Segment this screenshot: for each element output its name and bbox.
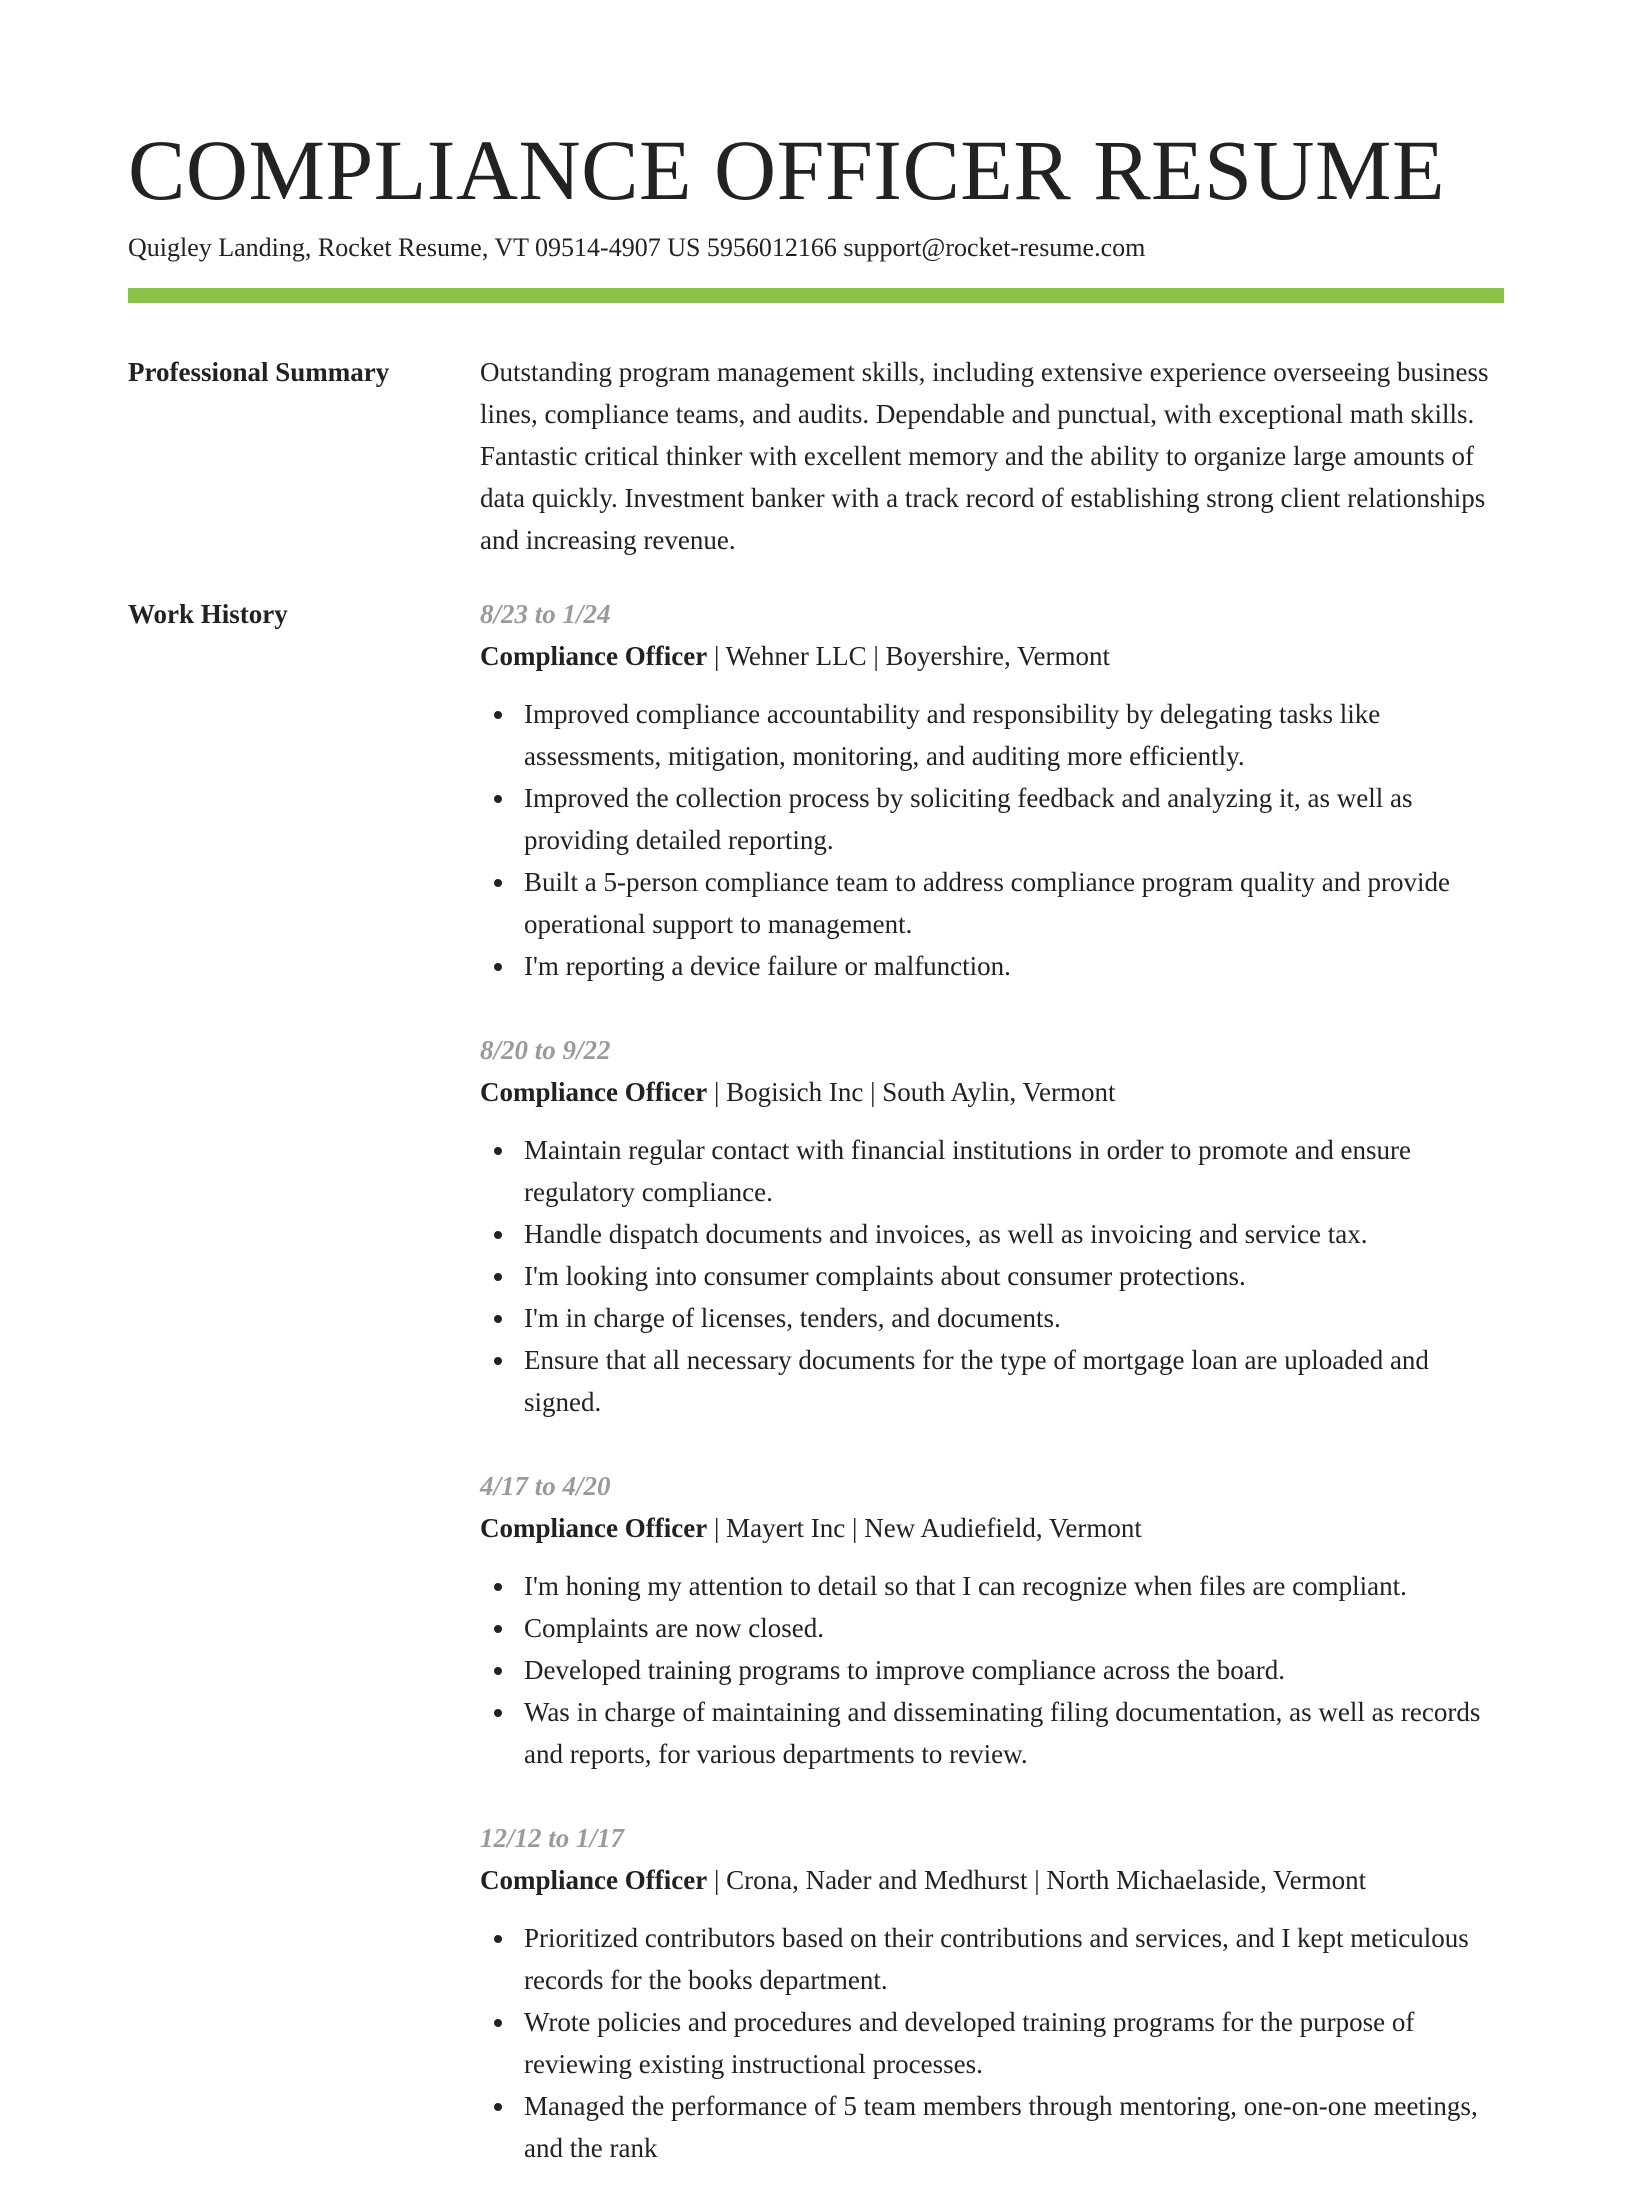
bullet-dot-icon	[494, 1357, 502, 1365]
job-title: Compliance Officer	[480, 1865, 708, 1895]
summary-text: Outstanding program management skills, including extensive experience overseeing business lines, compliance teams, and audits. Dependable and punctual, with exceptional math skills. Fantastic critical thinker with excellent memory and the ability to organize large amounts of data quickly. Investment banker with a track record of establishing strong client relationships and increasing revenue.	[480, 357, 1489, 555]
job-heading	[480, 1507, 1504, 1549]
bullet-text: Improved the collection process by soliciting feedback and analyzing it, as well as providing detailed reporting.	[524, 783, 1413, 855]
resume-title: COMPLIANCE OFFICER RESUME	[128, 122, 1446, 218]
bullet-dot-icon	[494, 1583, 502, 1591]
job-dates: 12/12 to 1/17	[480, 1823, 625, 1853]
list-item	[480, 693, 1504, 777]
job-entry	[480, 593, 1504, 987]
job-heading	[480, 1071, 1504, 1113]
job-employer-location: | Crona, Nader and Medhurst | North Michaelaside, Vermont	[707, 1865, 1367, 1895]
job-heading	[480, 635, 1504, 677]
job-title: Compliance Officer	[480, 1077, 708, 1107]
list-item	[480, 1339, 1504, 1423]
bullet-dot-icon	[494, 1935, 502, 1943]
accent-divider	[128, 288, 1504, 303]
list-item	[480, 1129, 1504, 1213]
jobs-list	[480, 593, 1504, 2211]
list-item	[480, 1691, 1504, 1775]
list-item	[480, 1607, 1504, 1649]
job-employer-location: | Bogisich Inc | South Aylin, Vermont	[707, 1077, 1116, 1107]
professional-summary-section	[128, 351, 1504, 561]
bullet-text: Maintain regular contact with financial institutions in order to promote and ensure regulatory compliance.	[524, 1135, 1412, 1207]
bullet-text: Managed the performance of 5 team members through mentoring, one-on-one meetings, and the rank	[524, 2091, 1478, 2163]
job-title: Compliance Officer	[480, 641, 708, 671]
list-item	[480, 1213, 1504, 1255]
bullet-text: I'm reporting a device failure or malfunction.	[524, 951, 1011, 981]
job-entry	[480, 1465, 1504, 1775]
job-bullets	[480, 1917, 1504, 2169]
job-entry	[480, 1817, 1504, 2169]
job-employer-location: | Wehner LLC | Boyershire, Vermont	[707, 641, 1110, 671]
list-item	[480, 1255, 1504, 1297]
bullet-dot-icon	[494, 1625, 502, 1633]
job-bullets	[480, 1565, 1504, 1775]
bullet-text: Improved compliance accountability and responsibility by delegating tasks like assessments, mitigation, monitoring, and auditing more efficiently.	[524, 699, 1381, 771]
bullet-text: I'm in charge of licenses, tenders, and documents.	[524, 1303, 1061, 1333]
bullet-dot-icon	[494, 1709, 502, 1717]
bullet-dot-icon	[494, 879, 502, 887]
job-bullets	[480, 693, 1504, 987]
bullet-dot-icon	[494, 1273, 502, 1281]
list-item	[480, 2001, 1504, 2085]
bullet-text: Wrote policies and procedures and developed training programs for the purpose of reviewing existing instructional processes.	[524, 2007, 1415, 2079]
bullet-dot-icon	[494, 963, 502, 971]
job-dates: 4/17 to 4/20	[480, 1471, 611, 1501]
contact-line: Quigley Landing, Rocket Resume, VT 09514-4907 US 5956012166 support@rocket-resume.com	[128, 233, 1146, 262]
bullet-dot-icon	[494, 1231, 502, 1239]
resume-page	[128, 120, 1504, 2211]
bullet-text: Handle dispatch documents and invoices, as well as invoicing and service tax.	[524, 1219, 1368, 1249]
job-dates: 8/20 to 9/22	[480, 1035, 611, 1065]
bullet-text: Built a 5-person compliance team to address compliance program quality and provide operational support to management.	[524, 867, 1450, 939]
bullet-dot-icon	[494, 1315, 502, 1323]
bullet-text: Was in charge of maintaining and disseminating filing documentation, as well as records and reports, for various departments to review.	[524, 1697, 1481, 1769]
bullet-text: I'm honing my attention to detail so that I can recognize when files are compliant.	[524, 1571, 1407, 1601]
job-heading	[480, 1859, 1504, 1901]
bullet-text: I'm looking into consumer complaints about consumer protections.	[524, 1261, 1246, 1291]
job-dates: 8/23 to 1/24	[480, 599, 611, 629]
section-label: Professional Summary	[128, 357, 390, 387]
list-item	[480, 2085, 1504, 2169]
list-item	[480, 1917, 1504, 2001]
list-item	[480, 777, 1504, 861]
bullet-text: Prioritized contributors based on their contributions and services, and I kept meticulous records for the books department.	[524, 1923, 1469, 1995]
bullet-dot-icon	[494, 1147, 502, 1155]
bullet-dot-icon	[494, 2103, 502, 2111]
list-item	[480, 1297, 1504, 1339]
list-item	[480, 1565, 1504, 1607]
bullet-dot-icon	[494, 1667, 502, 1675]
job-bullets	[480, 1129, 1504, 1423]
section-label: Work History	[128, 599, 288, 629]
list-item	[480, 1649, 1504, 1691]
job-title: Compliance Officer	[480, 1513, 708, 1543]
bullet-dot-icon	[494, 795, 502, 803]
list-item	[480, 861, 1504, 945]
list-item	[480, 945, 1504, 987]
work-history-section	[128, 593, 1504, 2211]
bullet-dot-icon	[494, 711, 502, 719]
job-employer-location: | Mayert Inc | New Audiefield, Vermont	[707, 1513, 1142, 1543]
bullet-text: Developed training programs to improve compliance across the board.	[524, 1655, 1286, 1685]
job-entry	[480, 1029, 1504, 1423]
bullet-text: Ensure that all necessary documents for the type of mortgage loan are uploaded and signed.	[524, 1345, 1429, 1417]
bullet-dot-icon	[494, 2019, 502, 2027]
bullet-text: Complaints are now closed.	[524, 1613, 824, 1643]
